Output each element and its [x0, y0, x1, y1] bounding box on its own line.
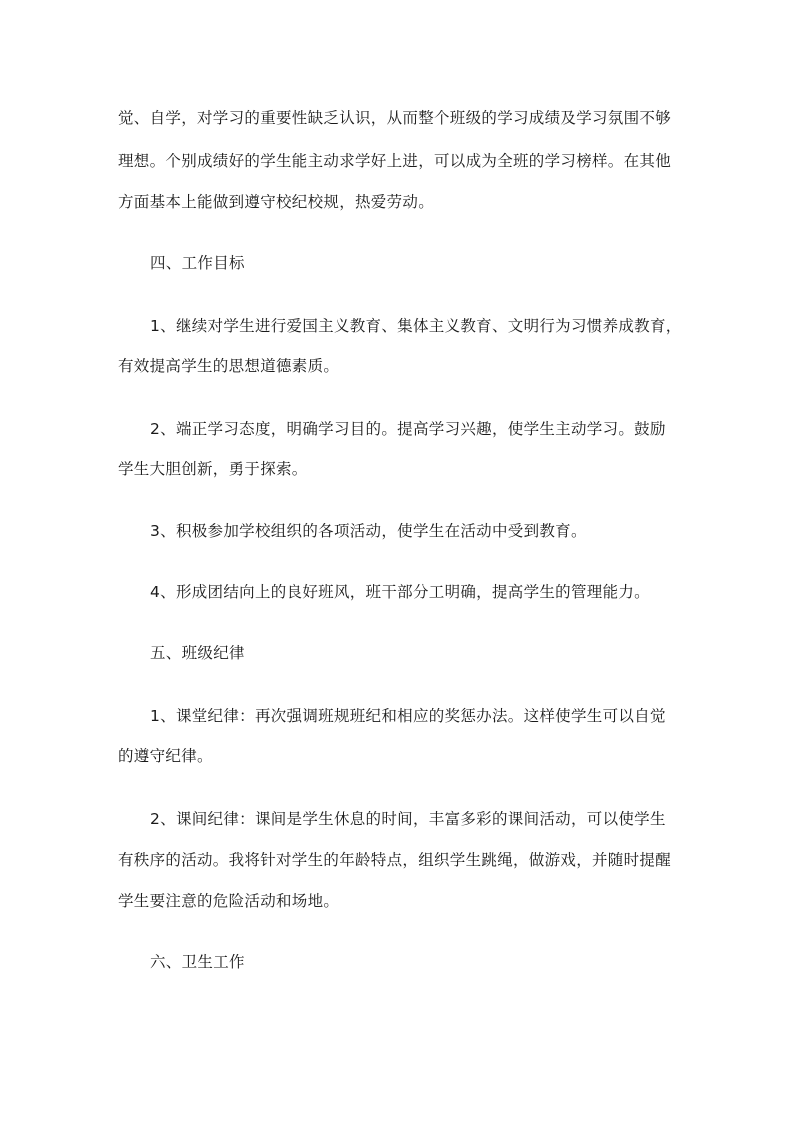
paragraph-line: 有秩序的活动。我将针对学生的年龄特点，组织学生跳绳，做游戏，并随时提醒 — [118, 851, 672, 869]
paragraph-line: 3、积极参加学校组织的各项活动，使学生在活动中受到教育。 — [150, 522, 587, 540]
paragraph-line: 4、形成团结向上的良好班风，班干部分工明确，提高学生的管理能力。 — [150, 583, 650, 601]
paragraph-line: 2、端正学习态度，明确学习目的。提高学习兴趣，使学生主动学习。鼓励 — [150, 420, 666, 438]
section-heading-work-goals: 四、工作目标 — [150, 254, 245, 272]
paragraph-line: 理想。个别成绩好的学生能主动求学好上进，可以成为全班的学习榜样。在其他 — [118, 152, 672, 170]
paragraph-line: 的遵守纪律。 — [118, 747, 213, 765]
paragraph-line: 学生要注意的危险活动和场地。 — [118, 892, 340, 910]
paragraph-line: 1、课堂纪律：再次强调班规班纪和相应的奖惩办法。这样使学生可以自觉 — [150, 707, 666, 725]
paragraph-line: 有效提高学生的思想道德素质。 — [118, 357, 340, 375]
section-heading-class-discipline: 五、班级纪律 — [150, 644, 245, 662]
paragraph-line: 觉、自学，对学习的重要性缺乏认识，从而整个班级的学习成绩及学习氛围不够 — [118, 109, 672, 127]
paragraph-line: 1、继续对学生进行爱国主义教育、集体主义教育、文明行为习惯养成教育， — [150, 317, 682, 335]
paragraph-line: 方面基本上能做到遵守校纪校规，热爱劳动。 — [118, 193, 435, 211]
paragraph-line: 2、课间纪律：课间是学生休息的时间，丰富多彩的课间活动，可以使学生 — [150, 810, 666, 828]
section-heading-hygiene-work: 六、卫生工作 — [150, 953, 245, 971]
paragraph-line: 学生大胆创新，勇于探索。 — [118, 460, 308, 478]
